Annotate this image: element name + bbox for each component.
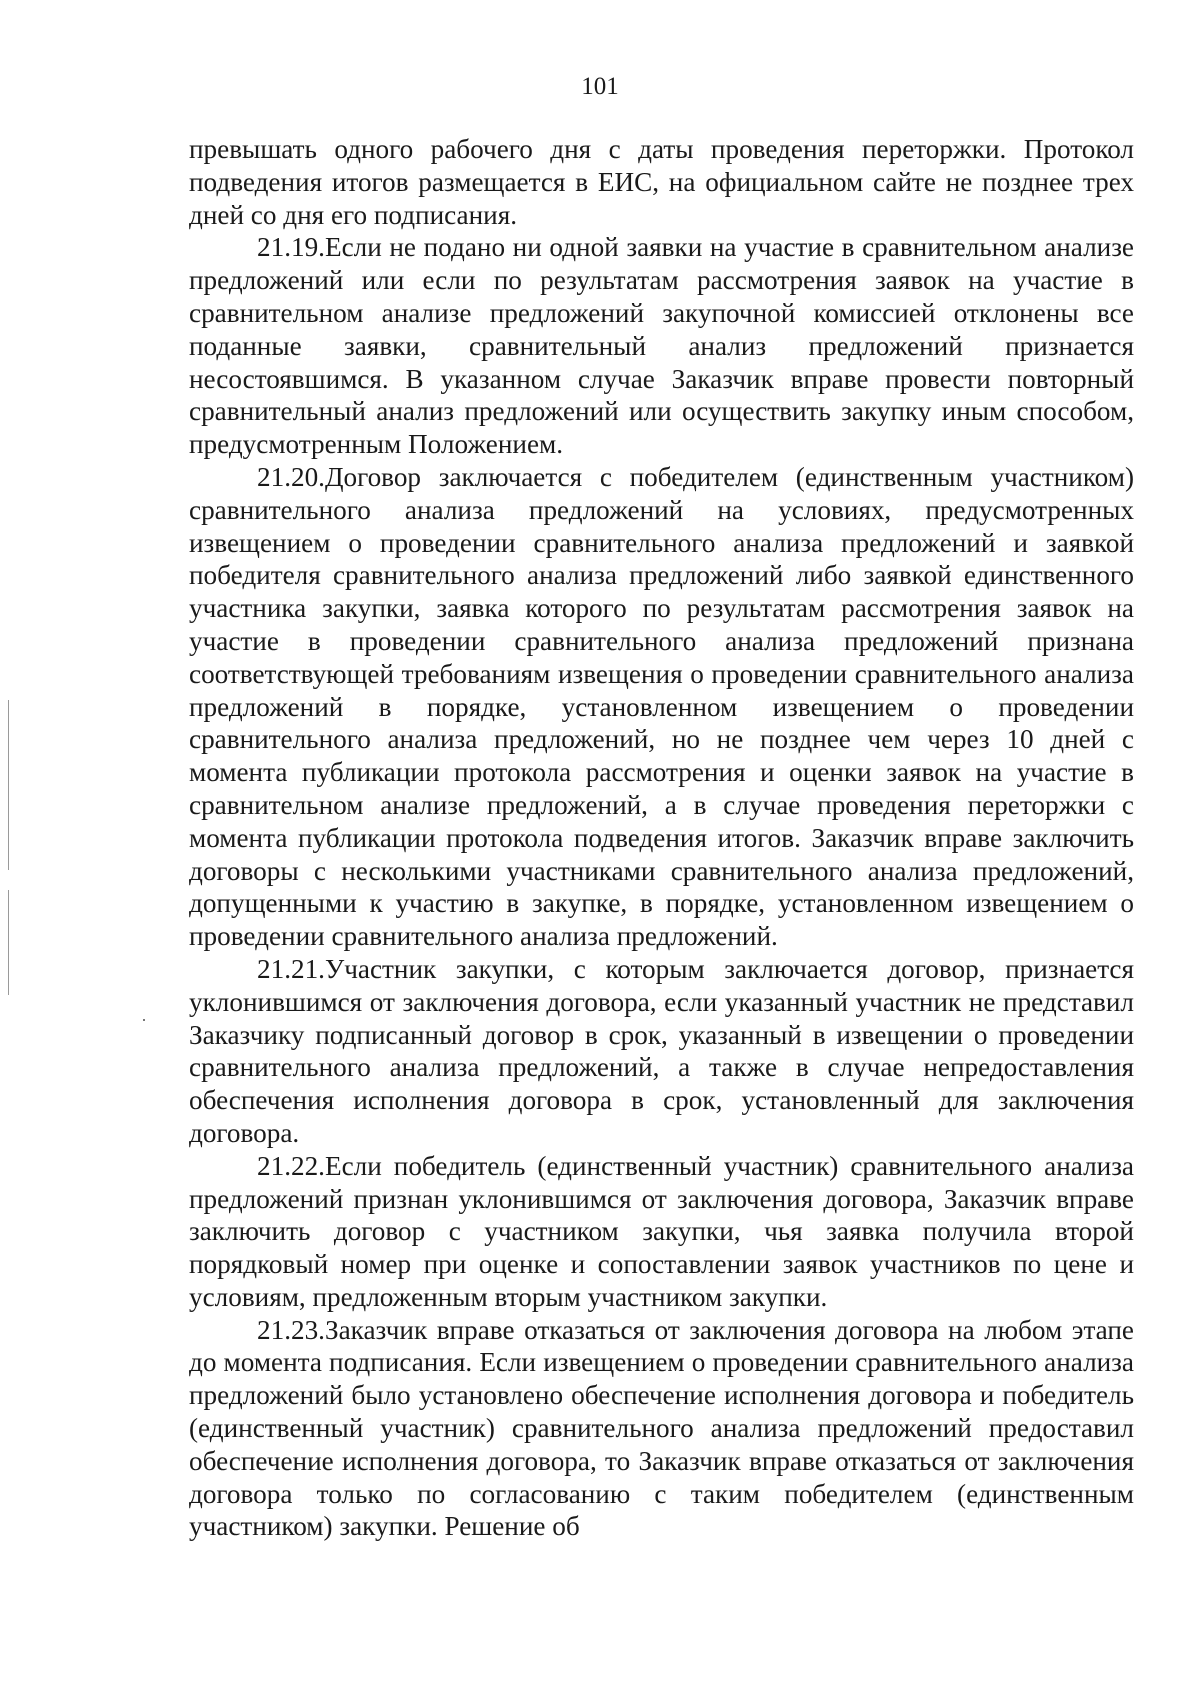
- document-body: [189, 133, 1134, 1543]
- page-number: 101: [581, 73, 619, 100]
- paragraph-continuation: превышать одного рабочего дня с даты проведения переторжки. Протокол подведения итогов размещается в ЕИС, на официальном сайте не позднее трех дней со дня его подписания.: [189, 134, 1134, 230]
- scan-edge-mark: [8, 700, 9, 870]
- scan-edge-mark: [8, 890, 9, 995]
- paragraph-clause-21-19: 21.19.Если не подано ни одной заявки на участие в сравнительном анализе предложений или если по результатам рассмотрения заявок на участие в сравнительном анализе предложений закупочной комиссией отклонены все поданные заявки, сравнительный анализ предложений признается несостоявшимся. В указанном случае Заказчик вправе провести повторный сравнительный анализ предложений или осуществить закупку иным способом, предусмотренным Положением.: [189, 232, 1134, 460]
- paragraph-clause-21-23: 21.23.Заказчик вправе отказаться от заключения договора на любом этапе до момента подписания. Если извещением о проведении сравнительного анализа предложений было установлено обеспечение исполнения договора и победитель (единственный участник) сравнительного анализа предложений предоставил обеспечение исполнения договора, то Заказчик вправе отказаться от заключения договора только по согласованию с таким победителем (единственным участником) закупки. Решение об: [189, 1314, 1134, 1542]
- paragraph-clause-21-21: 21.21.Участник закупки, с которым заключается договор, признается уклонившимся от заключения договора, если указанный участник не представил Заказчику подписанный договор в срок, указанный в извещении о проведении сравнительного анализа предложений, а также в случае непредоставления обеспечения исполнения договора в срок, установленный для заключения договора.: [189, 953, 1134, 1148]
- paragraph-clause-21-20: 21.20.Договор заключается с победителем (единственным участником) сравнительного анализа предложений на условиях, предусмотренных извещением о проведении сравнительного анализа предложений и заявкой победителя сравнительного анализа предложений либо заявкой единственного участника закупки, заявка которого по результатам рассмотрения заявок на участие в проведении сравнительного анализа предложений признана соответствующей требованиям извещения о проведении сравнительного анализа предложений в порядке, установленном извещением о проведении сравнительного анализа предложений, но не позднее чем через 10 дней с момента публикации протокола рассмотрения и оценки заявок на участие в сравнительном анализе предложений, а в случае проведения переторжки с момента публикации протокола подведения итогов. Заказчик вправе заключить договоры с несколькими участниками сравнительного анализа предложений, допущенными к участию в закупке, в порядке, установленном извещением о проведении сравнительного анализа предложений.: [189, 461, 1134, 952]
- scan-speck: [143, 1019, 145, 1021]
- paragraph-clause-21-22: 21.22.Если победитель (единственный участник) сравнительного анализа предложений признан уклонившимся от заключения договора, Заказчик вправе заключить договор с участником закупки, чья заявка получила второй порядковый номер при оценке и сопоставлении заявок участников по цене и условиям, предложенным вторым участником закупки.: [189, 1150, 1134, 1312]
